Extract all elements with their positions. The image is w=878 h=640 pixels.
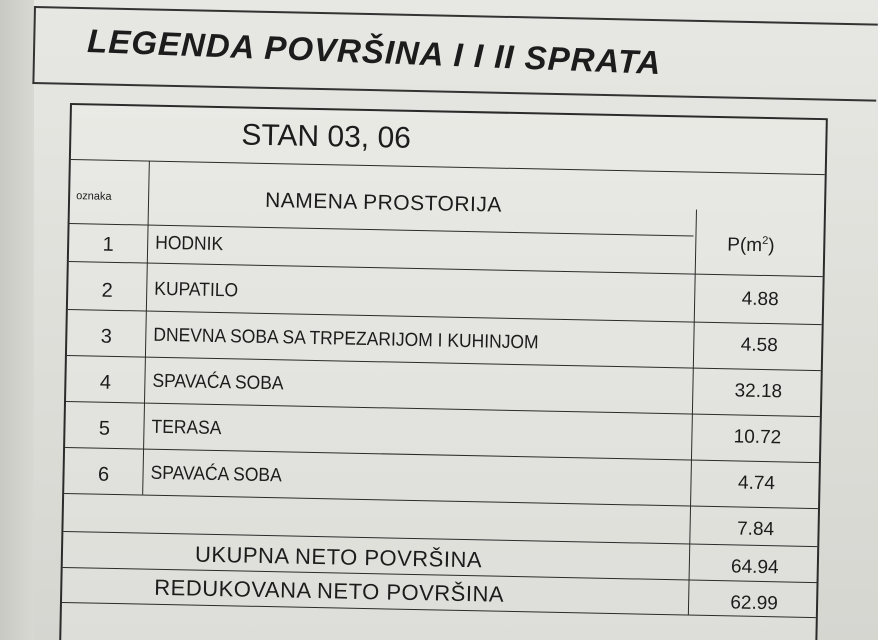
row-rule — [64, 493, 818, 509]
row-rule — [68, 309, 822, 325]
oznaka-header: oznaka — [76, 190, 112, 203]
area-value: 4.74 — [737, 472, 776, 495]
room-name: SPAVAĆA SOBA — [150, 462, 282, 487]
area-value: 7.84 — [736, 518, 775, 541]
room-number: 5 — [98, 417, 111, 440]
room-name: KUPATILO — [154, 278, 239, 302]
area-value: 32.18 — [734, 380, 783, 403]
reduced-net-area-value: 62.99 — [730, 592, 779, 615]
row-rule — [65, 447, 819, 463]
row-rule — [66, 401, 820, 417]
net-area-label: UKUPNA NETO POVRŠINA — [194, 541, 483, 573]
net-area-value: 64.94 — [730, 556, 779, 579]
area-header: $P(m^2)$ — [727, 234, 775, 257]
reduced-net-area-label: REDUKOVANA NETO POVRŠINA — [154, 574, 505, 607]
area-value: 4.58 — [740, 334, 778, 357]
document-title: LEGENDA POVRŠINA I I II SPRATA — [86, 22, 663, 82]
room-number: 6 — [97, 463, 110, 486]
row-rule — [67, 355, 821, 371]
room-number: 3 — [100, 325, 113, 348]
room-name: HODNIK — [154, 232, 224, 256]
room-name: DNEVNA SOBA SA TRPEZARIJOM I KUHINJOM — [153, 324, 539, 354]
room-name: SPAVAĆA SOBA — [152, 370, 284, 395]
area-value: 4.88 — [741, 288, 779, 311]
row-rule — [71, 159, 825, 175]
room-number: 2 — [101, 279, 114, 302]
room-purpose-header: NAMENA PROSTORIJA — [264, 188, 503, 217]
area-legend-table — [59, 103, 828, 640]
row-rule — [69, 261, 823, 277]
area-value: 10.72 — [733, 426, 782, 449]
room-name: TERASA — [151, 416, 222, 440]
room-number: 1 — [102, 233, 114, 256]
paper-edge — [0, 0, 34, 640]
unit-label: STAN 03, 06 — [241, 118, 412, 155]
room-number: 4 — [99, 371, 112, 394]
